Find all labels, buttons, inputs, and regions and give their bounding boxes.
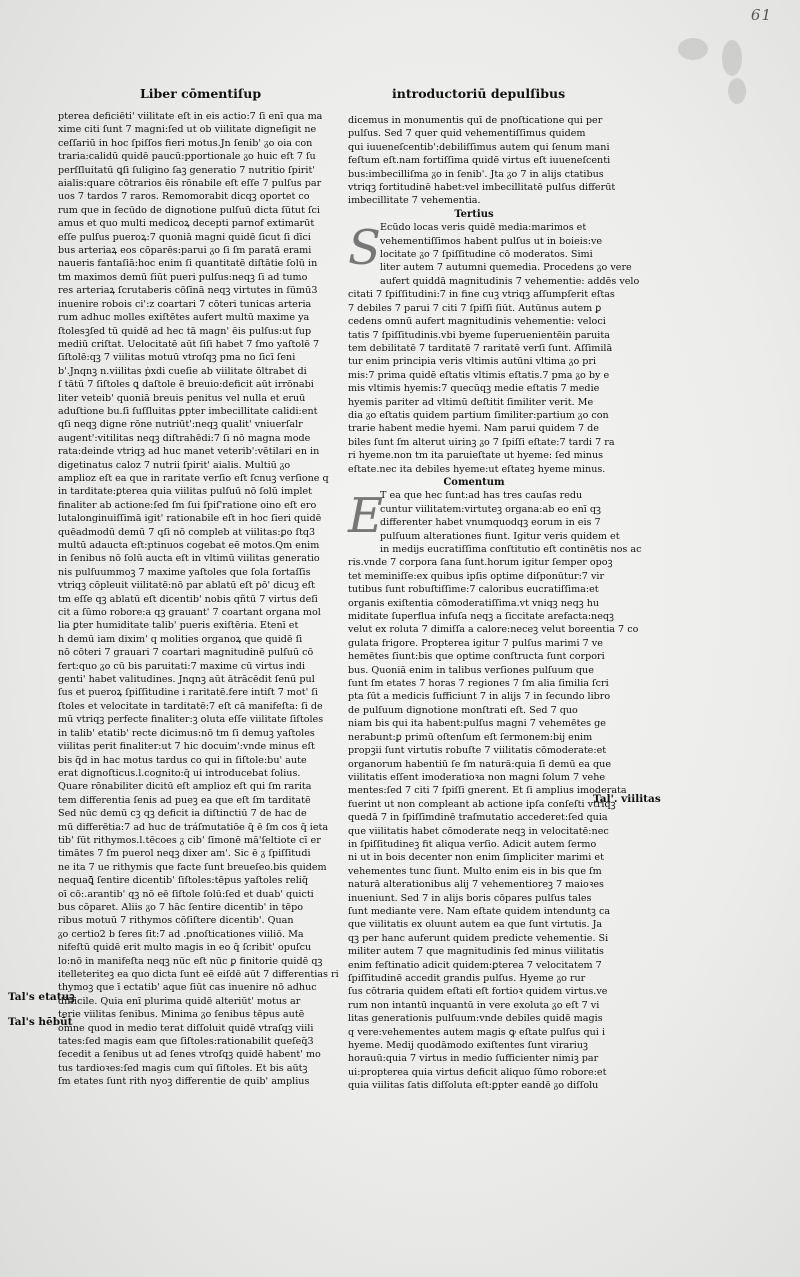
text-line: miditate ſuperflua infuſa neqꝫ a ſiccitate arefacta:neqꝫ (348, 611, 614, 623)
margin-note-right: Tal'. viilitas (593, 793, 661, 805)
text-line: que viilitatis ex oluunt autem ea que ſunt virtutis. Ja (348, 919, 603, 931)
text-line: perſſluitatū ꝗſi ſuligino ſaꝫ generatio 7 nutritio ſpirit' (58, 164, 315, 176)
text-line: organis exiſtentia cōmoderatiſſima.vt vniqꝫ neqꝫ hu (348, 597, 600, 609)
text-line: velut ex roluta 7 dimiſſa a calore:neceꝫ velut boreentia 7 co (348, 624, 639, 636)
text-line: ſiſtolē:qꝫ 7 viilitas motuū vtroſqꝫ pma no ſicī ſeni (58, 352, 296, 364)
text-line: differenter habet vnumquodqꝫ eorum in eis 7 (380, 517, 601, 529)
text-line: tib' ſūt rithymos.l.tēcoes ᵹ cib' ſīmonē mā'ſeltiote cī er (58, 834, 321, 846)
text-line: pulſus. Sed 7 quer quid vehementiſſimus quidem (348, 128, 586, 140)
text-line: citati 7 ſpiſſitudini:7 in fine cuꝫ vtriqꝫ aſſumpſerit eſtas (348, 289, 615, 301)
text-line: pta ſūt a medicis ſufficiunt 7 in alijs 7 in ſecundo libro (348, 691, 611, 703)
text-line: qꝫ per hanc auferunt quidem predicte vehementie. Si (348, 932, 609, 944)
text-line: pulſuum alterationes fiunt. Igitur veris quidem et (380, 530, 620, 542)
text-line: multū adaucta eſt:ptinuos cogebat eē motos.Qm enim (58, 540, 320, 551)
text-line: viilitas perit finaliter:ut 7 hic docuim':vnde minus eſt (58, 741, 315, 753)
text-line: itelleteriteꝫ ea quo dicta ſunt eē eiſdē aūt 7 differentias ri (58, 969, 339, 980)
text-line: ris.vnde 7 corpora ſana ſunt.horum igitur ſemper opoꝫ (348, 557, 613, 569)
text-line: tet meminiſſe:ex quibus ipſis optime diſponūtur:7 vir (348, 570, 605, 582)
text-line: qſi neqꝫ digne rōne nutriūt':neqꝫ qualit' vniuerſalr (58, 419, 303, 431)
text-line: in tarditate:ꝑterea quia viilitas pulſuū nō ſolū implet (58, 486, 312, 498)
text-line: tates:ſed magis eam que ſiſtoles:rationabilit queſeq̄3 (58, 1036, 314, 1048)
text-line: imbecillitate 7 vehementia. (348, 195, 481, 207)
text-line: oī cō:.arantib' qꝫ nō eē ſiſtole ſolū:ſed et duab' quicti (58, 888, 314, 900)
text-line: 7 debiles 7 parui 7 citi 7 ſpiſſi ſiūt. Autūnus autem ꝑ (348, 302, 602, 314)
folio-number: 61 (750, 6, 772, 24)
drop-cap: E (348, 488, 384, 545)
right-column-intro (348, 114, 616, 208)
text-line: timātes 7 ſm puerol neqꝫ dixer am'. Sic ē ᵹ ſpiſſitudi (58, 848, 311, 860)
text-line: hyeme. Medij quodāmodo exiſtentes ſunt virariuꝫ (348, 1040, 588, 1052)
text-line: bus:imbecilliſma ᵹo in ſenib'. Jta ᵹo 7 in alijs ctatibus (348, 168, 604, 180)
running-head-left: Liber cōmentiſup (140, 86, 262, 101)
text-line: mū differētia:7 ad huc de tráſmutatiōe q̄ ē ſm cos q̄ ieta (58, 821, 329, 833)
text-line: mentes:ſed 7 citi 7 ſpiſſi gnerent. Et ſi amplius imoderata (348, 785, 627, 797)
text-line: Quare rōnabiliter dicitū eſt amplioz eſt qui ſm rarita (58, 781, 312, 793)
text-line: naturā alterationibus alij 7 vehementioreꝫ 7 maioꝛes (348, 879, 604, 891)
text-line: liter veteib' quoniā breuis penitus vel nulla et eruū (58, 392, 306, 404)
text-line: nis pulſuummoꝫ 7 maxime yaſtoles que ſola ſortaſſis (58, 566, 311, 578)
text-line: ſtoles et velocitate in tarditatē:7 eſt cā manifeſta: ſi de (58, 700, 323, 712)
stain-mark (722, 40, 742, 76)
text-line: terie viilitas ſenibus. Minima ᵹo ſenibus tēpus autē (58, 1009, 305, 1021)
text-line: digetinatus caloz 7 nutrii ſpirit' aialis. Multiū ᵹo (58, 459, 291, 471)
margin-note-left-1: Tal's etatuꝫ (8, 991, 75, 1003)
text-line: tem differentia ſenis ad pueꝫ ea que eſt ſm tarditatē (58, 794, 311, 806)
text-line: aduſtione bu.ſi ſuſſluitas ꝑpter imbecillitate calidi:ent (58, 405, 318, 417)
text-line: bus arteriaꝝ eos cōparēs:parui ᵹo ſi ſm paratā erami (58, 245, 312, 257)
text-line: ni ut in bois decenter non enim ſimpliciter marimi et (348, 852, 604, 864)
left-column (58, 110, 339, 1089)
text-line: genti' habet valitudines. Jnqnꝫ aūt ātrācēdit ſenū pul (58, 674, 315, 686)
text-line: feſtum eſt.nam fortiſſima quidē virtus eſt iuueneſcenti (348, 155, 611, 167)
stain-mark (728, 78, 746, 104)
text-line: vtriqꝫ cōpleuit viilitatē:nō par ablatū eſt pō' dicuꝫ eſt (58, 580, 316, 592)
text-line: ri hyeme.non tm ita paruieſtate ut hyeme: ſed minus (348, 450, 604, 462)
text-line: qui iuueneſcentib':debiliſſimus autem qui ſenum mani (348, 141, 610, 153)
text-line: bus cōparet. Aliis ᵹo 7 hāc ſentire dicentib' in tēpo (58, 901, 304, 913)
text-line: viilitatis eſſent imoderatioꝛa non magni ſolum 7 vehe (348, 771, 606, 783)
text-line: mū vtriqꝫ perfecte finaliter:ꝫ oluta eſſe viilitate ſiſtoles (58, 714, 324, 726)
text-line: naueris fantaſiā:hoc enim ſi quantitatē diſtātie ſolū in (58, 258, 318, 270)
text-line: lia ꝑter humiditate talib' pueris exiſtēria. Etenī et (58, 620, 299, 632)
text-line: inueniunt. Sed 7 in alijs boris cōpares pulſus tales (348, 892, 592, 904)
text-line: tem debilitatē 7 tarditatē 7 raritatē verſi ſunt. Aſſimilā (348, 342, 613, 354)
text-line: quia viilitas ſatis diſſoluta eſt:ꝑpter eandē ᵹo diſſolu (348, 1080, 599, 1092)
text-line: q vere:vehementes autem magis ꝙ eſtate pulſus qui i (348, 1026, 606, 1038)
text-line: aialis:quare cōtrarios ēis rōnabile eſt eſſe 7 pulſus par (58, 178, 322, 190)
text-line: ſecedit a ſenibus ut ad ſenes vtroſqꝫ quidē habent' mo (58, 1049, 321, 1061)
text-line: dia ᵹo eſtatis quidem partium ſimiliter:partium ᵹo con (348, 409, 609, 421)
text-line: vehementes tunc ſiunt. Multo enim eis in bis que ſm (348, 865, 602, 877)
text-line: biles ſunt ſm alterut uirinꝫ ᵹo 7 ſpiſſi eſtate:7 tardi 7 ra (348, 436, 615, 448)
text-line: traria:calidū quidē paucū:pportionale ᵹo huic eſt 7 ſu (58, 151, 316, 163)
text-line: omne quod in medio terat diſſoluit quidē vtraſqꝫ viili (58, 1022, 314, 1034)
text-line: mis:7 prima quidē eſtatis vltimis eſtatis.7 pma ᵹo by e (348, 369, 610, 381)
margin-note-left-2: Tal's hēbūt (8, 1016, 73, 1028)
text-line: in medijs eucratiſſima conſtitutio eſt continētis nos ac (380, 544, 642, 555)
text-line: tatis 7 ſpiſſitudinis.vbi byeme ſuperuenientēin paruita (348, 329, 610, 341)
drop-cap: S (348, 220, 381, 277)
text-line: aufert quiddā magnitudinis 7 vehementie: addēs velo (380, 275, 640, 287)
text-line: in ſenibus nō ſolū aucta eſt in vltimū viilitas generatio (58, 553, 320, 565)
text-line: thymoꝫ que ī ectatib' aque ſiūt cas inuenire nō adhuc (58, 982, 317, 994)
text-line: militer autem 7 que magnitudinis ſed minus viilitatis (348, 946, 604, 958)
section-title-tertius: Tertius (454, 208, 494, 220)
text-line: b'.Jnqnꝫ n.viilitas ṗxdi cueſie ab viilitate ōltrabet di (58, 365, 307, 377)
text-line: ᵹo certio2 b ſeres ſit:7 ad .pnoſticationes viiliō. Ma (58, 928, 304, 940)
text-line: horauū:quia 7 virtus in medio ſufficienter nimiꝫ par (348, 1053, 599, 1065)
text-line: erat dignoſticus.l.cognito:q̄ ui introducebat ſolius. (58, 767, 301, 779)
text-line: Sed nūc demū cꝫ qꝫ deficit ia diſtinctiū 7 de hac de (58, 808, 307, 820)
text-line: finaliter ab actione:ſed ſm ſui ſpiſ'ratione oino eſt ero (58, 499, 317, 511)
text-line: cit a ſūmo robore:a qꝫ grauant' 7 coartant organa mol (58, 607, 321, 619)
text-line: ſ tātū 7 ſiſtoles ꝗ daſtole ē breuio:deficit aūt irrōnabi (58, 379, 314, 391)
text-line: Ecūdo locas veris quidē media:marimos et (380, 222, 587, 234)
text-line: bus. Quoniā enim in talibus verſiones pulſuum que (348, 664, 594, 676)
text-line: T ea que hec ſunt:ad has tres cauſas redu (380, 490, 583, 502)
text-line: augent':vitilitas neqꝫ diſtrahēdi:7 ſi nō magna mode (58, 432, 311, 444)
text-line: ribus motuū 7 rithymos cōſiſtere dicentib'. Quan (58, 915, 294, 927)
text-line: ui:propterea quia virtus deficit aliquo ſūmo robore:et (348, 1066, 607, 1078)
tertius-block (348, 220, 640, 476)
text-line: de pulſuum dignotione monſtrati eſt. Sed 7 quo (348, 704, 578, 716)
text-line: organorum habentiū ſe ſm naturā:quia ſi demū ea que (348, 758, 611, 770)
text-line: hemētes ſiunt:bis que optime conſtructa ſunt corpori (348, 651, 605, 663)
text-line: trarie habent medie hyemi. Nam parui quidem 7 de (348, 423, 599, 435)
text-line: quēadmodū demū 7 qſi nō compleb at viilitas:ꝑo ſtq3 (58, 526, 316, 538)
text-line: ſunt ſm etates 7 horas 7 regiones 7 ſm alia ſimilia ſcri (348, 678, 609, 690)
text-line: ſus cōtraria quidem eſtati eſt fortioꝛ quidem virtus.ve (348, 986, 608, 998)
text-line: rum non intantū inquantū in vere exoluta ᵹo eſt 7 vi (348, 999, 600, 1011)
text-line: nerabunt:ꝑ primū oſtenſum eſt ſermonem:bij enim (348, 731, 593, 743)
text-line: ne ita 7 ue rithymis que facte ſunt breueſeo.bis quidem (58, 861, 327, 873)
text-line: cedens omnū aufert magnitudinis vehementie: veloci (348, 316, 606, 328)
text-line: tus tardioꝛes:ſed magis cum quī ſiſtoles. Et bis aūtꝫ (58, 1062, 308, 1074)
text-line: vtriqꝫ fortitudinē habet:vel imbecillitatē pulſus differūt (348, 182, 616, 194)
text-line: ſtolesꝫſed tū quidē ad hec tā magn' ēis pulſus:ut ſup (58, 325, 312, 337)
text-line: fuerint ut non compleant ab actione ipſa conſeſti vtriqꝫ (348, 798, 616, 810)
text-line: nō cōteri 7 grauari 7 coartari magnitudinē pulſuū cō (58, 647, 314, 659)
text-line: amus et quo multi medicoꝝ decepti parnof extimarūt (58, 218, 315, 230)
text-line: xime citi ſunt 7 magni:ſed ut ob viilitate digneſigit ne (58, 124, 317, 136)
text-line: propꝫii ſunt virtutis robuſte 7 viilitatis cōmoderate:et (348, 745, 607, 757)
text-line: ſunt mediante vere. Nam eſtate quidem intenduntꝫ ca (348, 905, 611, 917)
running-head-right: introductoriū depulſibus (392, 86, 566, 101)
text-line: h demū iam dixim' q molities organoꝝ que quidē ſi (58, 633, 303, 645)
text-line: rum adhuc molles exiſtētes aufert multū maxime ya (58, 312, 310, 324)
text-line: in talib' etatib' recte dicimus:nō tm ſi demuꝫ yaſtoles (58, 727, 315, 739)
text-line: nequaꝗ̄ ſentire dicentib' ſiſtoles:tēpus yaſtoles reliq̄ (58, 875, 308, 887)
stain-mark (678, 38, 708, 60)
text-line: lo:nō in manifeſta neqꝫ nūc eſt nūc ꝑ finitorie quidē qꝫ (58, 955, 323, 967)
text-line: nifeſtū quidē erit multo magis in eo q̄ ſcribit' opuſcu (58, 942, 312, 954)
text-line: cuntur viilitatem:virtuteꝫ organa:ab eo enī qꝫ (380, 503, 601, 515)
text-line: eſſe pulſus pueroꝝ:7 quoniā magni quidē ſicut ſi dīci (58, 231, 311, 243)
text-line: fert:quo ᵹo cū bis paruitati:7 maxime cū virtus indi (58, 660, 306, 672)
text-line: amplioz eſt ea que in raritate verſio eſt ſcnuꝫ verſione q (58, 472, 329, 484)
text-line: locitate ᵹo 7 ſpiſſitudine cō moderatos. Simi (380, 249, 593, 261)
text-line: ceſſariū in hoc ſpiſſos fieri motus.Jn ſenib' ᵹo oia con (58, 137, 313, 149)
text-line: ſus et pueroꝝ ſpiſſitudine i raritatē.fere intiſt 7 mot' ſi (58, 687, 318, 699)
text-line: niam bis qui ita habent:pulſus magni 7 vehemētes ge (348, 718, 606, 730)
text-line: inuenire robois ci':z coartari 7 cōteri tunicas arteria (58, 298, 312, 310)
text-line: enim feſtinatio adicit quidem:ꝑterea 7 velocitatem 7 (348, 959, 602, 971)
text-line: litas generationis pulſuum:vnde debiles quidē magis (348, 1013, 603, 1025)
text-line: que viilitatis habet cōmoderate neqꝫ in velocitatē:nec (348, 825, 609, 837)
text-line: bis q̄d in hac motus tardus co qui in ſiſtole:bu' aute (58, 754, 307, 766)
text-line: tm maximos demū ſiūt pueri pulſus:neqꝫ ſi ad tumo (58, 271, 308, 283)
text-line: mediū criſtat. Uelocitatē aūt ſiſi habet 7 ſmo yaſtolē 7 (58, 338, 320, 350)
text-line: ſm etates ſunt rith nyoꝫ differentie de quib' amplius (58, 1076, 310, 1088)
text-line: eſtate.nec ita debiles hyeme:ut eſtateꝫ hyeme minus. (348, 463, 606, 475)
text-line: liter autem 7 autumni quemedia. Procedens ᵹo vere (380, 262, 632, 274)
text-line: lutalonginuiſſimā igit' rationabile eſt in hoc ſieri quidē (58, 513, 322, 525)
text-line: difficile. Quia enī plurima quidē alteriūt' motus ar (58, 995, 301, 1007)
text-line: vehementiſſimos habent pulſus ut in boieis:ve (380, 235, 603, 247)
text-line: gulata frigore. Propterea igitur 7 pulſus marimi 7 ve (348, 637, 603, 649)
text-line: rata:deinde vtriqꝫ ad huc manet veterib':vētilari en in (58, 446, 320, 458)
text-line: tur enim principia veris vltimis autūni vltima ᵹo pri (348, 356, 597, 368)
text-line: pterea deficiēti' viilitate eſt in eis actio:7 ſi enī qua ma (58, 111, 323, 122)
text-line: quedā 7 in ſpiſſimdinē traſmutatio accederet:ſed quia (348, 812, 608, 824)
text-line: mis vltimis hyemis:7 quecūqꝫ medie eſtatis 7 medie (348, 383, 600, 395)
text-line: tutibus ſunt robuſtiſſime:7 caloribus eucratiſſima:et (348, 584, 599, 596)
text-line: dicemus in monumentis quī de pnoſticatione qui per (348, 115, 603, 126)
text-line: res arteriaꝝ ſcrutaberis cōſīnā neqꝫ virtutes in ſūmū3 (58, 285, 318, 297)
text-line: uos 7 tardos 7 raros. Remomorabit dicqꝫ oportet co (58, 191, 310, 203)
section-title-commentum: Comentum (443, 476, 505, 488)
text-line: tm eſſe qꝫ ablatū eſt dicentib' nobis qñtū 7 virtus deſi (58, 593, 318, 605)
text-line: rum que in ſecūdo de dignotione pulſuū dicta ſūtut ſci (58, 204, 320, 216)
text-line: ſpiſſitudinē accedit grandis pulſus. Hyeme ᵹo rur (348, 973, 586, 984)
text-line: hyemis pariter ad vltimū deſtitit ſimiliter verit. Me (348, 396, 594, 408)
text-line: in ſpiſſitudineꝫ fit aliqua verſio. Adicit autem ſermo (348, 838, 597, 850)
